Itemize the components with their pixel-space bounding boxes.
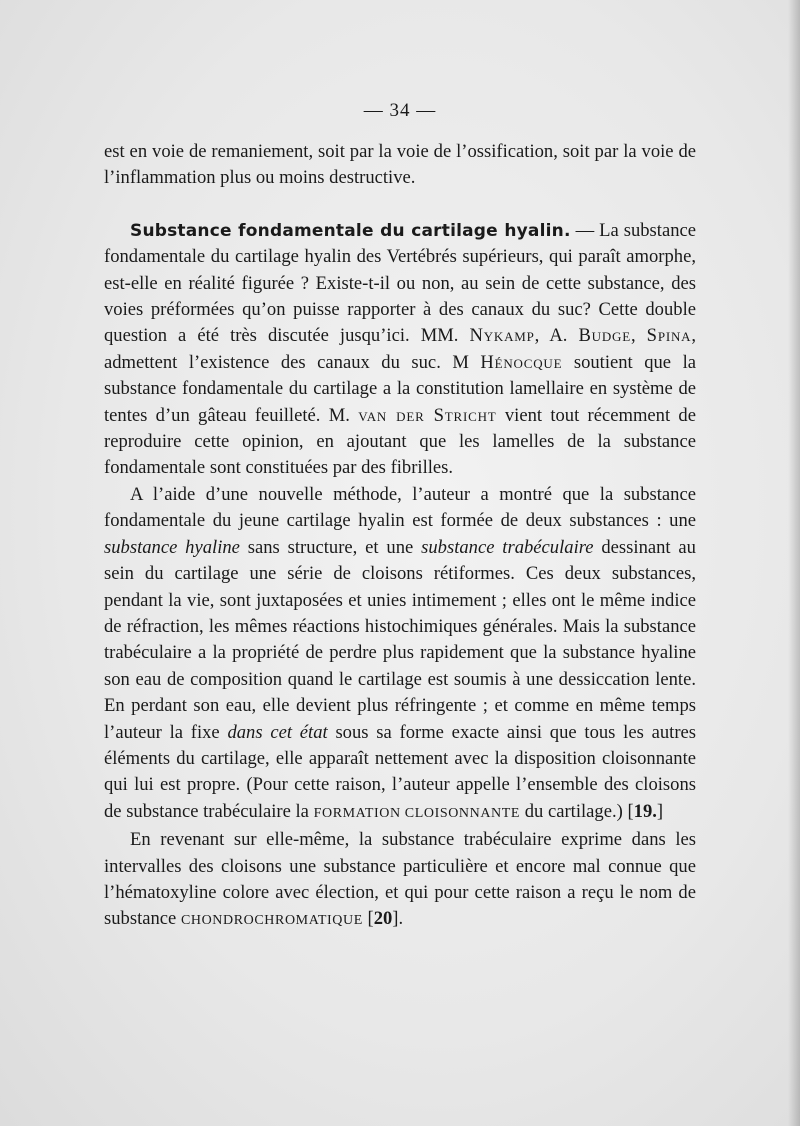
paragraph-text: sans structure, et une <box>239 536 422 558</box>
paragraph-intro-text: est en voie de remaniement, soit par la voie de l’ossification, soit par la voie de l’inflammation plus ou moins destructive. <box>104 141 696 189</box>
author-name: Nykamp <box>469 325 535 347</box>
paragraph-text: soutient que la substance fondamentale du cartilage a la constitution lamellaire en système de tentes d’un gâteau feuilleté. M. <box>104 351 696 426</box>
paragraph-text: sous sa forme exacte ainsi que tous les autres éléments du cartilage, elle apparaît nettement avec la disposition cloisonnante qui lui est propre. (Pour cette raison, l’auteur appelle l’ensemble des cloisons de substance trabéculaire la <box>104 721 696 822</box>
paragraph-text: ] <box>656 800 664 822</box>
section-heading: Substance fondamentale du cartilage hyalin. <box>130 220 571 241</box>
paragraph-text: [ <box>362 908 374 930</box>
paragraph-chondrochromatique <box>104 827 696 935</box>
paragraph-text: , admettent l’existence des canaux du suc. M <box>104 325 697 373</box>
page-number: — 34 — <box>363 100 437 121</box>
small-caps-term: CHONDROCHROMATIQUE <box>180 913 363 929</box>
body-text <box>104 139 696 935</box>
small-caps-term: FORMATION CLOISONNANTE <box>313 805 521 821</box>
reference-number: 20 <box>373 908 393 930</box>
page-edge-shadow <box>788 0 800 1126</box>
author-name: Budge <box>578 325 631 347</box>
paragraph-gap <box>104 192 696 218</box>
paragraph-text: En revenant sur elle-même, la substance trabéculaire exprime dans les intervalles des cloisons une substance particulière et encore mal connue que l’hématoxyline colore avec élection, et qui pour cette raison a reçu le nom de substance <box>104 829 696 930</box>
paragraph-text: dessinant au sein du cartilage une série de cloisons rétiformes. Ces deux substances, pendant la vie, sont juxtaposées et unies intimement ; elles ont le même indice de réfraction, les mêmes réactions histochimiques générales. Mais la substance trabéculaire a la propriété de perdre plus rapidement que la substance hyaline son eau de composition quand le cartilage est soumis à une dessiccation lente. En perdant son eau, elle devient plus réfringente ; et comme en même temps l’auteur la fixe <box>104 536 696 743</box>
paragraph-text: ]. <box>392 908 404 930</box>
italic-term: substance trabéculaire <box>421 536 594 558</box>
italic-term: dans cet état <box>227 721 328 743</box>
paragraph-text: , <box>630 325 647 347</box>
paragraph-text: vient tout récemment de reproduire cette opinion, en ajoutant que les lamelles de la substance fondamentale sont constituées par des fibrilles. <box>104 404 696 479</box>
italic-term: substance hyaline <box>104 536 240 558</box>
paragraph-text: du cartilage.) [ <box>520 800 634 822</box>
paragraph-methode <box>104 482 696 827</box>
author-name: van der Stricht <box>358 404 497 426</box>
paragraph-substance-fondamentale <box>104 218 696 482</box>
paragraph-text: — La substance fondamentale du cartilage hyalin des Vertébrés supérieurs, qui paraît amorphe, est-elle en réalité figurée ? Existe-t-il ou non, au sein de cette substance, des voies préformées qu’on puisse rapporter à des canaux du suc? Cette double question a été très discutée jusqu’ici. MM. <box>104 219 696 347</box>
paragraph-text: , A. <box>534 325 579 347</box>
author-name: Spina <box>646 325 692 347</box>
paragraph-text: A l’aide d’une nouvelle méthode, l’auteur a montré que la substance fondamentale du jeune cartilage hyalin est formée de deux substances : une <box>104 483 696 532</box>
paragraph-intro <box>104 139 696 192</box>
reference-number: 19. <box>633 800 657 822</box>
author-name: Hénocque <box>480 351 563 373</box>
